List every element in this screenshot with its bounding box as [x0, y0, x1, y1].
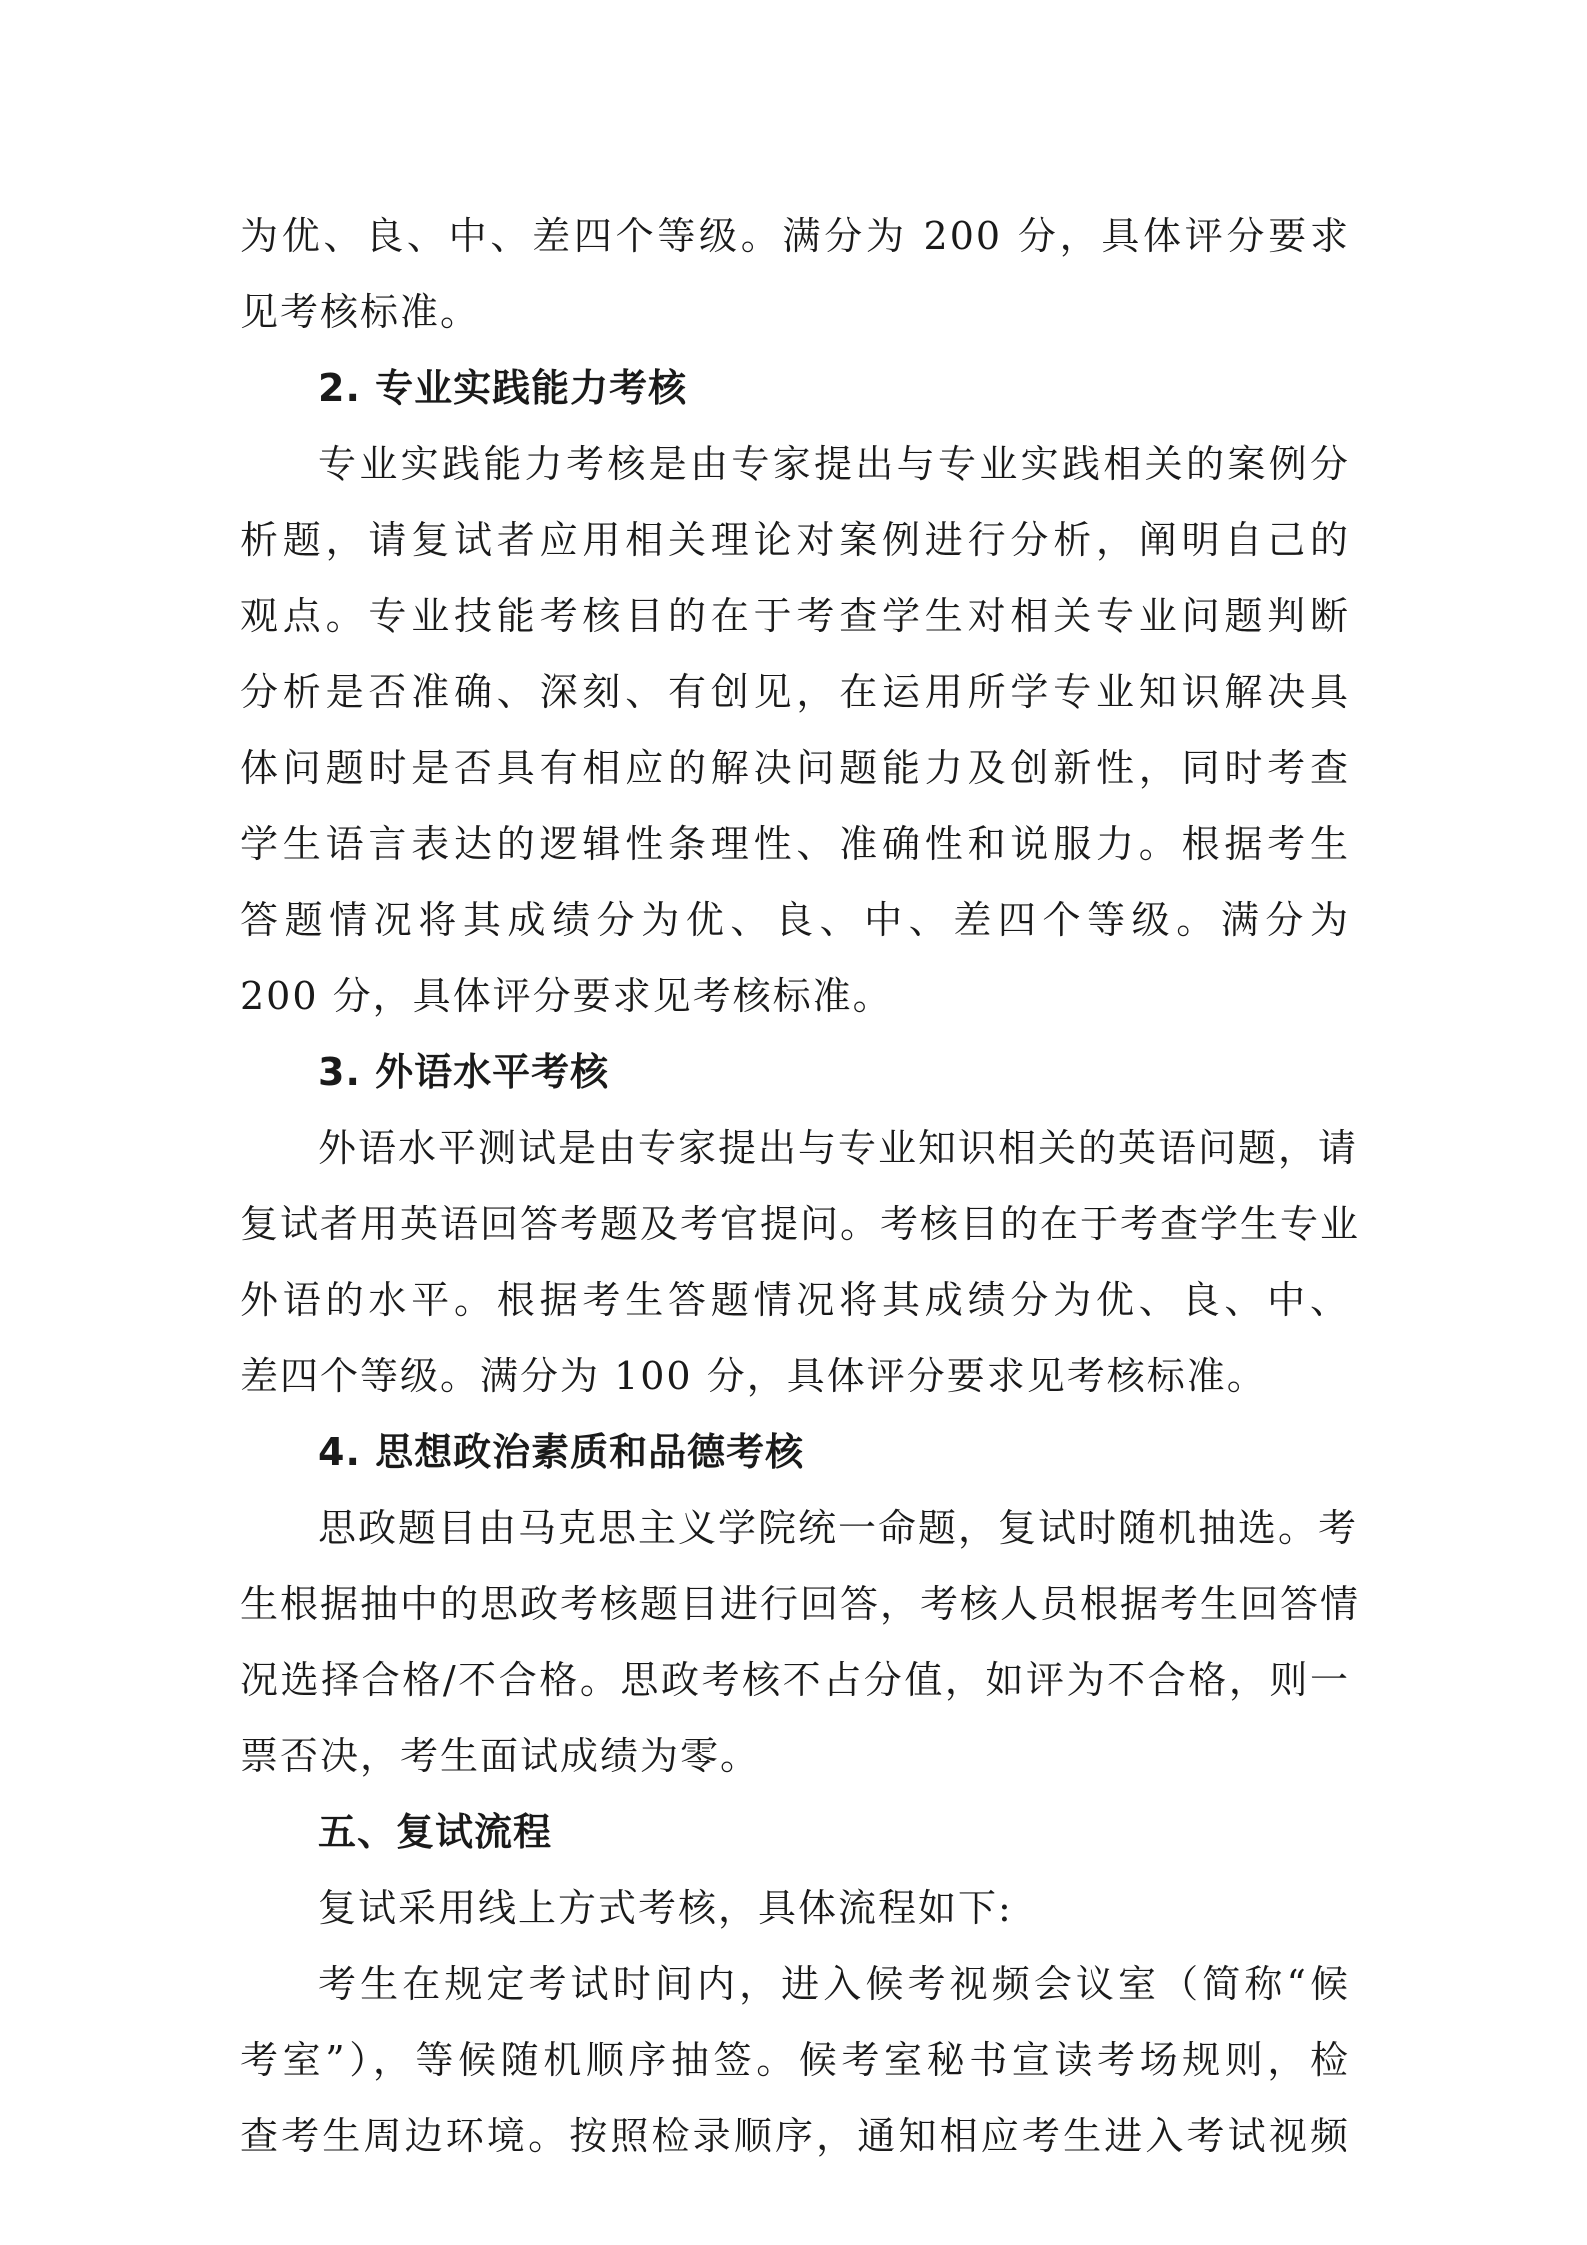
text-line: 况选择合格/不合格。思政考核不占分值，如评为不合格，则一 [240, 1658, 1350, 1702]
text-line: 查考生周边环境。按照检录顺序，通知相应考生进入考试视频 [240, 2114, 1350, 2158]
paragraph-process-intro [240, 1870, 1350, 1946]
text-line: 析题，请复试者应用相关理论对案例进行分析，阐明自己的 [240, 518, 1350, 562]
text-line: 复试采用线上方式考核，具体流程如下: [318, 1886, 1013, 1930]
paragraph-ideological [240, 1490, 1361, 1794]
text-line: 学生语言表达的逻辑性条理性、准确性和说服力。根据考生 [240, 822, 1350, 866]
text-line: 差四个等级。满分为 100 分，具体评分要求见考核标准。 [240, 1354, 1267, 1398]
paragraph-process-detail [240, 1946, 1350, 2174]
text-line: 200 分，具体评分要求见考核标准。 [240, 974, 893, 1018]
text-line: 观点。专业技能考核目的在于考查学生对相关专业问题判断 [240, 594, 1350, 638]
paragraph-grading-continued [240, 198, 1350, 350]
text-line: 专业实践能力考核是由专家提出与专业实践相关的案例分 [318, 442, 1350, 486]
section-heading-professional-practice: 2. 专业实践能力考核 [318, 366, 688, 410]
text-line: 生根据抽中的思政考核题目进行回答，考核人员根据考生回答情 [240, 1582, 1361, 1626]
text-line: 外语的水平。根据考生答题情况将其成绩分为优、良、中、 [240, 1278, 1350, 1322]
paragraph-foreign-language [240, 1110, 1361, 1414]
text-line: 体问题时是否具有相应的解决问题能力及创新性，同时考查 [240, 746, 1350, 790]
text-line: 思政题目由马克思主义学院统一命题，复试时随机抽选。考 [318, 1506, 1359, 1550]
text-line: 分析是否准确、深刻、有创见，在运用所学专业知识解决具 [240, 670, 1350, 714]
paragraph-professional-practice [240, 426, 1350, 1034]
text-line: 票否决，考生面试成绩为零。 [240, 1734, 761, 1778]
section-heading-ideological: 4. 思想政治素质和品德考核 [318, 1430, 805, 1474]
text-line: 见考核标准。 [240, 290, 481, 334]
text-line: 复试者用英语回答考题及考官提问。考核目的在于考查学生专业 [240, 1202, 1361, 1246]
section-heading-retest-process: 五、复试流程 [318, 1810, 553, 1854]
document-body [240, 198, 1361, 2174]
section-heading-foreign-language: 3. 外语水平考核 [318, 1050, 610, 1094]
text-line: 为优、良、中、差四个等级。满分为 200 分，具体评分要求 [240, 214, 1350, 258]
text-line: 考室”），等候随机顺序抽签。候考室秘书宣读考场规则，检 [240, 2038, 1350, 2082]
text-line: 答题情况将其成绩分为优、良、中、差四个等级。满分为 [240, 898, 1350, 942]
text-line: 考生在规定考试时间内，进入候考视频会议室（简称“候 [318, 1962, 1350, 2006]
text-line: 外语水平测试是由专家提出与专业知识相关的英语问题，请 [318, 1126, 1359, 1170]
